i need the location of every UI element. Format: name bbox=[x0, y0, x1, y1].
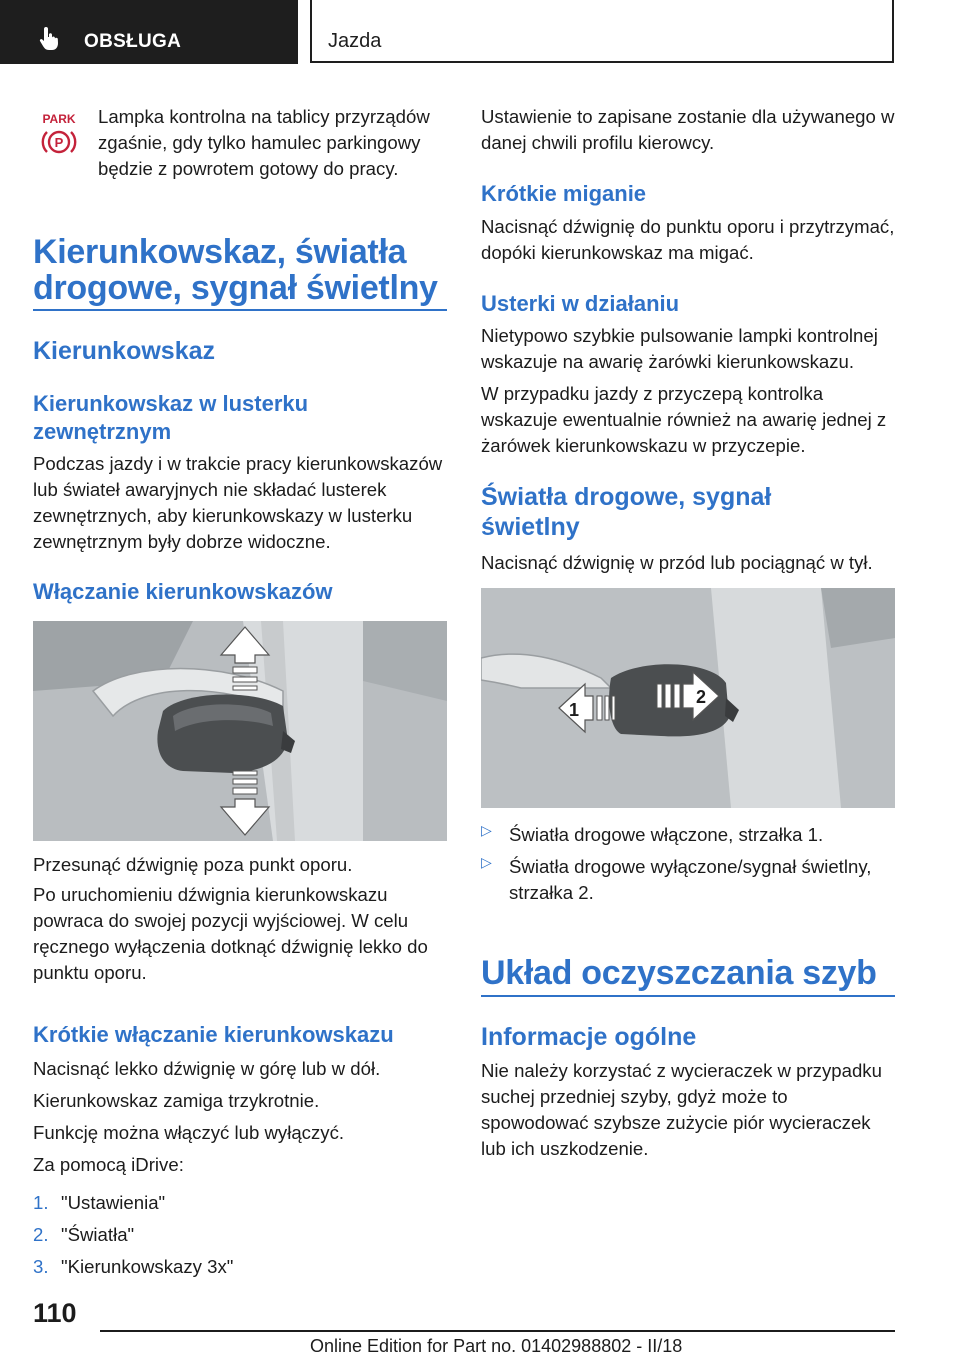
list-item: ▷ Światła drogowe wyłączone/sygnał świetlny, strzałka 2. bbox=[481, 854, 895, 906]
heading-lusterko-line2: zewnętrznym bbox=[33, 419, 172, 444]
high-beam-lever-figure bbox=[481, 588, 895, 808]
high-beam-bullet-list bbox=[481, 822, 895, 906]
section-heading-line1: Kierunkowskaz, światła bbox=[33, 233, 407, 271]
arrow-label-2: 2 bbox=[695, 687, 707, 707]
heading-usterki: Usterki w działaniu bbox=[481, 291, 680, 316]
turn-signal-lever-figure bbox=[33, 621, 447, 841]
swiatla-text: Nacisnąć dźwignię w przód lub pociągnąć w tył. bbox=[481, 552, 873, 573]
ustawienie-text: Ustawienie to zapisane zostanie dla używanego w danej chwili profilu kierowcy. bbox=[481, 106, 895, 153]
usterki-text-2: W przypadku jazdy z przyczepą kontrolka wskazuje ewentualnie również na awarię jednej z żarówek kierunkowskazu w przyczepie. bbox=[481, 383, 887, 456]
miganie-text: Nacisnąć dźwignię do punktu oporu i przytrzymać, dopóki kierunkowskaz ma migać. bbox=[481, 216, 895, 263]
section-tab-label: OBSŁUGA bbox=[84, 31, 182, 52]
page-number: 110 bbox=[33, 1298, 77, 1328]
heading-krotkie-miganie: Krótkie miganie bbox=[481, 181, 647, 206]
heading-lusterko-line1: Kierunkowskaz w lusterku bbox=[33, 391, 309, 416]
pointing-hand-icon bbox=[38, 26, 62, 52]
footer-rule bbox=[100, 1330, 895, 1332]
section-heading-uklad: Układ oczyszczania szyb bbox=[481, 954, 877, 992]
park-icon-label: PARK bbox=[42, 112, 76, 126]
arrow-label-1: 1 bbox=[568, 700, 580, 720]
park-icon-symbol: P bbox=[54, 135, 64, 150]
lusterko-text: Podczas jazdy i w trakcie pracy kierunkowskazów lub świateł awaryjnych nie składać lusterek zewnętrznych, aby kierunkowskazy w lusterku zewnętrznym były dobrze widoczne. bbox=[33, 453, 443, 552]
przesun-text: Przesunąć dźwignię poza punkt oporu. bbox=[33, 854, 353, 875]
idrive-steps-list bbox=[33, 1190, 447, 1280]
heading-swiatla-line2: świetlny bbox=[481, 513, 580, 541]
list-item: 3. "Kierunkowskazy 3x" bbox=[33, 1256, 234, 1277]
chapter-title: Jazda bbox=[328, 30, 382, 52]
bullet-triangle-icon: ▷ bbox=[481, 822, 492, 838]
chapter-header bbox=[310, 0, 894, 63]
usterki-text-1: Nietypowo szybkie pulsowanie lampki kontrolnej wskazuje na awarię żarówki kierunkowskazu. bbox=[481, 325, 878, 372]
heading-rule bbox=[33, 309, 447, 311]
edition-text: Online Edition for Part no. 01402988802 - II/18 bbox=[310, 1336, 683, 1356]
park-text: Lampka kontrolna na tablicy przyrządów zgaśnie, gdy tylko hamulec parkingowy będzie z powrotem gotowy do pracy. bbox=[98, 106, 430, 179]
funkcje-text: Funkcję można włączyć lub wyłączyć. bbox=[33, 1122, 345, 1143]
list-item: 1. "Ustawienia" bbox=[33, 1192, 166, 1213]
zamiga-text: Kierunkowskaz zamiga trzykrotnie. bbox=[33, 1090, 320, 1111]
heading-krotkie-wlaczanie: Krótkie włączanie kierunkowskazu bbox=[33, 1022, 394, 1047]
po-uruchomieniu-text: Po uruchomieniu dźwignia kierunkowskazu powraca do swojej pozycji wyjściowej. W celu ręcznego wyłączenia dotknąć dźwignię lekko do punktu oporu. bbox=[33, 884, 428, 983]
informacje-text: Nie należy korzystać z wycieraczek w przypadku suchej przedniej szyby, gdyż może to spowodować szybsze zużycie piór wycieraczek lub ich uszkodzenie. bbox=[481, 1060, 882, 1159]
park-brake-warning-icon bbox=[38, 110, 80, 158]
list-item: ▷ Światła drogowe włączone, strzałka 1. bbox=[481, 822, 895, 848]
za-pomoca-text: Za pomocą iDrive: bbox=[33, 1154, 184, 1175]
bullet-triangle-icon: ▷ bbox=[481, 854, 492, 870]
subheading-informacje: Informacje ogólne bbox=[481, 1023, 697, 1051]
heading-wlaczanie: Włączanie kierunkowskazów bbox=[33, 579, 333, 604]
nacisnac-lekko-text: Nacisnąć lekko dźwignię w górę lub w dół. bbox=[33, 1058, 381, 1079]
section-heading-line2: drogowe, sygnał świetlny bbox=[33, 269, 438, 307]
subheading-kierunkowskaz: Kierunkowskaz bbox=[33, 337, 216, 365]
heading-rule bbox=[481, 995, 895, 997]
heading-swiatla-line1: Światła drogowe, sygnał bbox=[481, 483, 772, 511]
section-tab bbox=[0, 0, 298, 64]
list-item: 2. "Światła" bbox=[33, 1224, 135, 1245]
